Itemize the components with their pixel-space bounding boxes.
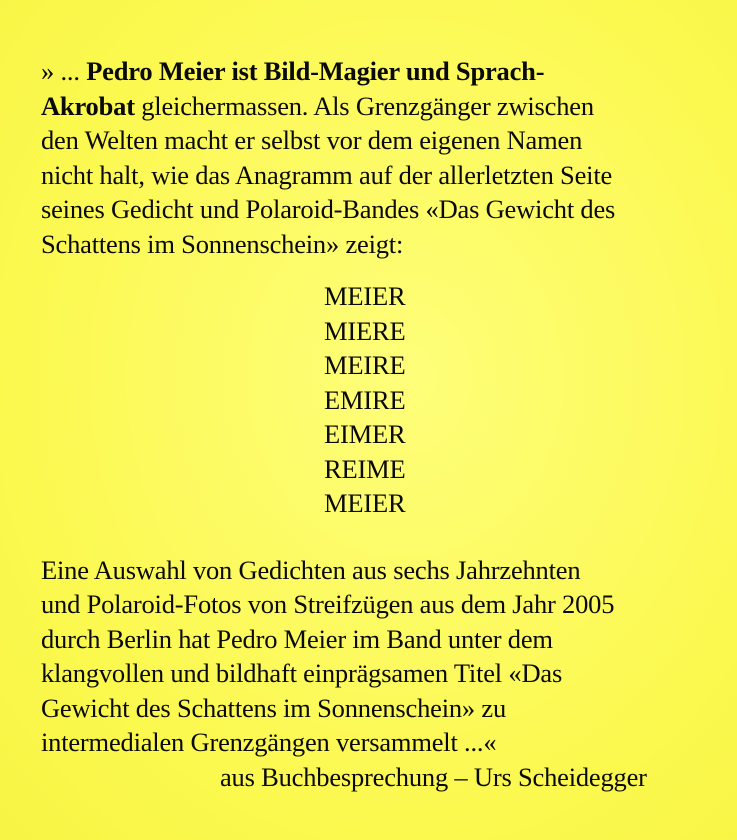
anagram-line: MEIER <box>324 281 406 311</box>
anagram-line: EIMER <box>324 419 406 449</box>
closing-paragraph: Eine Auswahl von Gedichten aus sechs Jahrzehnten und Polaroid-Fotos von Streifzügen aus dem Jahr 2005 durch Berlin hat Pedro Meier im Band unter dem klangvollen und bildhaft einprägsamen Titel «Das Gewicht des Schattens im Sonnenschein» zu intermedialen Grenzgängen versammelt ...« aus Buchbesprechung – Urs Scheidegger <box>41 553 711 795</box>
source-attribution: aus Buchbesprechung – Urs Scheidegger <box>220 761 647 792</box>
anagram-line: EMIRE <box>324 384 406 415</box>
bold-phrase: Pedro Meier ist Bild-Magier und Sprach- <box>86 56 545 86</box>
intro-paragraph: » ... Pedro Meier ist Bild-Magier und Sprach- Akrobat gleichermassen. Als Grenzgänger zwischen den Welten macht er selbst vor dem eigenen Namen nicht halt, wie das Anagramm auf der allerletzten Seite seines Gedicht und Polaroid-Bandes «Das Gewicht des Schattens im Sonnenschein» zeigt: <box>41 56 616 259</box>
anagram-list <box>41 279 711 521</box>
anagram-line: REIME <box>324 453 406 484</box>
anagram-line: MEIER <box>324 488 406 518</box>
quote-open: » ... <box>41 56 87 86</box>
anagram-line: MEIRE <box>324 350 406 380</box>
anagram-line: MIERE <box>324 315 406 346</box>
review-quote <box>41 54 711 794</box>
